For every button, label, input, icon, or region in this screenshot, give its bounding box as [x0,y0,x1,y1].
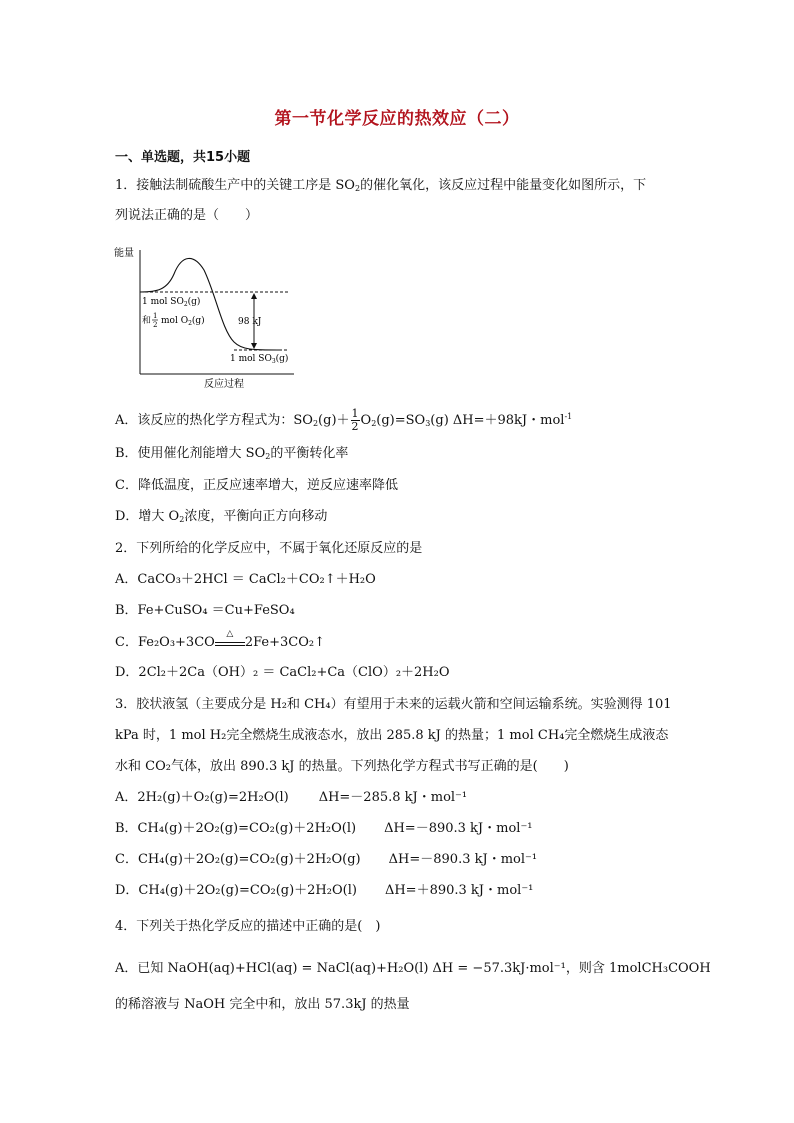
q4-option-a-line2: 的稀溶液与 NaOH 完全中和，放出 57.3kJ 的热量 [115,997,410,1012]
q3-stem-line2: kPa 时，1 mol H₂完全燃烧生成液态水，放出 285.8 kJ 的热量；1 mol CH₄完全燃烧生成液态 [115,728,669,743]
section-heading: 一、单选题，共15小题 [115,150,251,165]
q1-stem-line1: 1．接触法制硫酸生产中的关键工序是 $SO_2$的催化氧化，该反应过程中能量变化如图所示，下 [115,178,647,193]
q2-option-c[interactable]: C．Fe₂O₃+3CO △ 2Fe+3CO₂↑ [115,629,325,650]
q2-option-d[interactable]: D．2Cl₂＋2Ca（OH）₂ ＝ CaCl₂+Ca（ClO）₂＋2H₂O [115,665,450,680]
q3-option-b[interactable]: B．CH₄(g)＋2O₂(g)=CO₂(g)＋2H₂O(l) ΔH=－890.3 kJ・mol⁻¹ [115,821,533,836]
diagram-x-label: 反应过程 [204,379,244,390]
q2-option-a[interactable]: A．CaCO₃＋2HCl ＝ CaCl₂＋CO₂↑＋H₂O [115,572,376,587]
svg-text:mol O2(g): mol $O_2(g)$ [161,316,205,327]
diagram-product-label: 1 mol $SO_3(g)$ [230,354,289,365]
q1-option-c[interactable]: C．降低温度，正反应速率增大，逆反应速率降低 [115,478,398,493]
q3-option-d[interactable]: D．CH₄(g)＋2O₂(g)=CO₂(g)＋2H₂O(l) ΔH=＋890.3 kJ・mol⁻¹ [115,883,534,898]
page-title: 第一节化学反应的热效应（二） [274,109,520,129]
q4-stem: 4．下列关于热化学反应的描述中正确的是( ) [115,919,381,934]
q4-option-a-line1[interactable]: A．已知 NaOH(aq)+HCl(aq) = NaCl(aq)+H₂O(l) ΔH = −57.3kJ·mol⁻¹，则含 1molCH₃COOH [115,961,711,976]
diagram-energy-diff: 98 kJ [238,317,262,327]
q1-stem-text-a: 1．接触法制硫酸生产中的关键工序是 SO [115,178,355,193]
q1-option-b[interactable]: B．使用催化剂能增大 $SO_2$的平衡转化率 [115,446,349,461]
q3-stem-line3: 水和 CO₂气体，放出 890.3 kJ 的热量。下列热化学方程式书写正确的是( ) [115,759,569,774]
q3-stem-line1: 3．胶状液氢（主要成分是 H₂和 CH₄）有望用于未来的运载火箭和空间运输系统。实验测得 101 [115,697,672,712]
q3-option-c[interactable]: C．CH₄(g)＋2O₂(g)=CO₂(g)＋2H₂O(g) ΔH=－890.3 kJ・mol⁻¹ [115,852,538,867]
svg-text:1: 1 [153,312,158,320]
q1-stem-line2: 列说法正确的是（ ） [115,208,259,223]
svg-text:2: 2 [153,321,158,329]
q3-option-a[interactable]: A．2H₂(g)＋O₂(g)=2H₂O(l) ΔH=－285.8 kJ・mol⁻¹ [115,790,468,805]
q1-stem-text-b: 的催化氧化，该反应过程中能量变化如图所示，下 [360,178,647,193]
diagram-reactant-line2: 和 [142,316,152,326]
q1-option-a[interactable]: A．该反应的热化学方程式为：$SO_2(g)+$ $\frac{1}{2}$ $O_2(g)=SO_3(g)$ ΔH=＋98kJ・mol$^{-1}$ [115,407,573,433]
diagram-y-label: 能量 [114,248,134,259]
q1-option-d[interactable]: D．增大 $O_2$浓度，平衡向正方向移动 [115,509,328,524]
q2-option-b[interactable]: B．Fe+CuSO₄ ＝Cu+FeSO₄ [115,603,295,618]
diagram-reactant-line1: 1 mol $SO_2(g)$ [142,297,201,308]
energy-diagram [112,240,302,390]
q2-stem: 2．下列所给的化学反应中，不属于氧化还原反应的是 [115,541,423,556]
